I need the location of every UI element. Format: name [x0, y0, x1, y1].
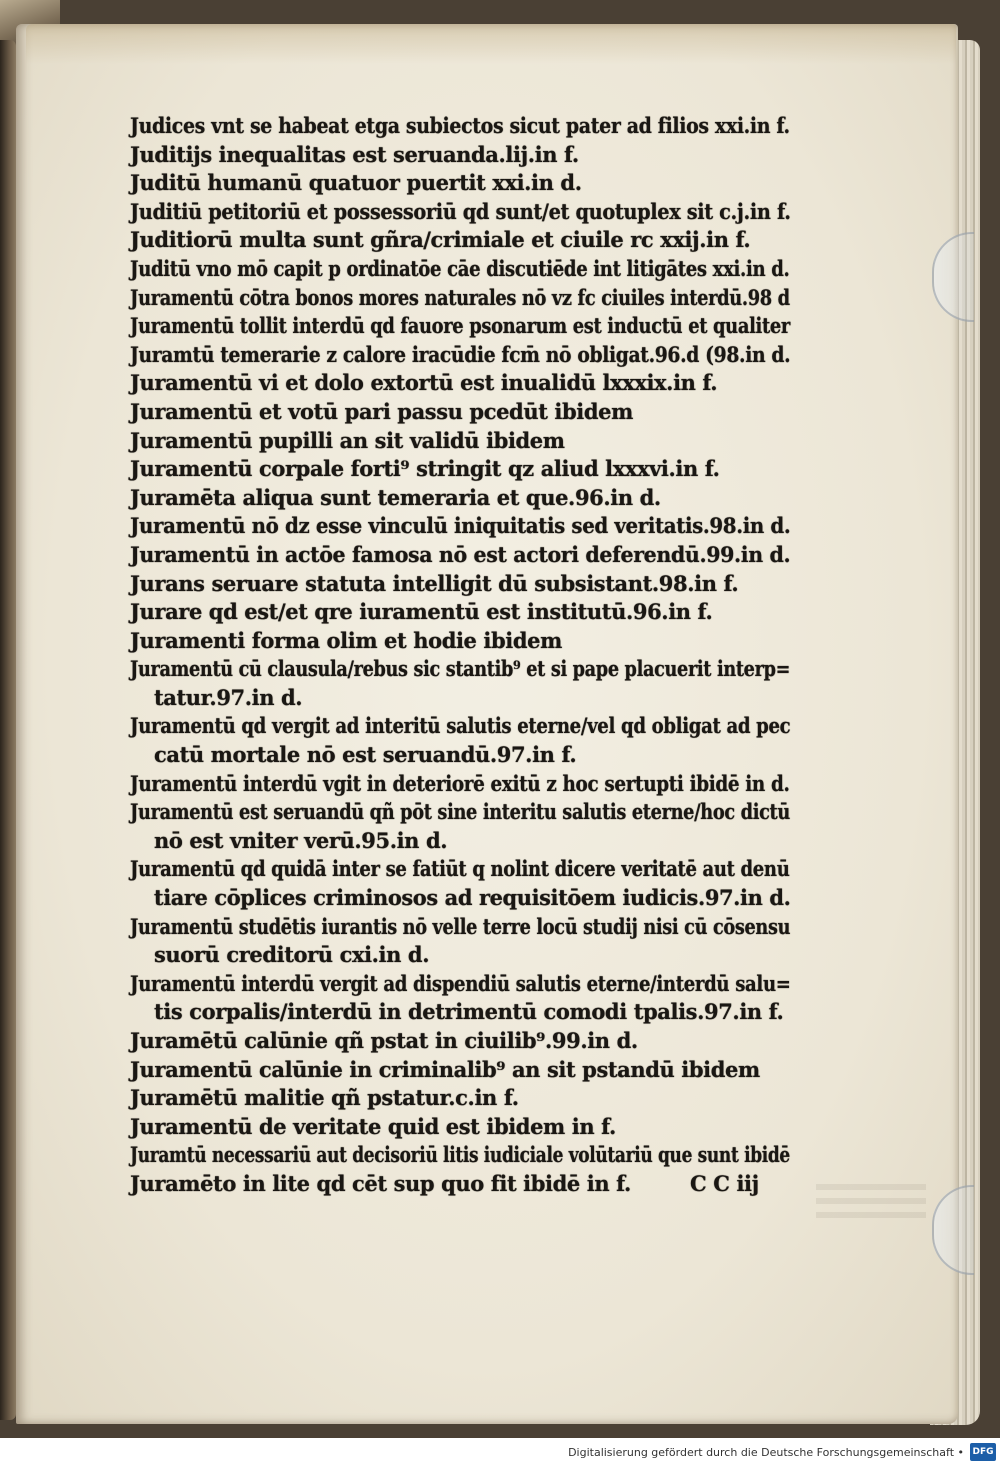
text-line-continuation: catū mortale nō est seruandū.97.in f. [154, 742, 577, 768]
text-line: Juditū vno mō capit p ordinatōe cāe discutiēde int litigātes xxi.in d. [130, 255, 790, 281]
text-line: Juramentū interdū vgit in deteriorē exitū z hoc sertupti ibidē in d. [130, 770, 790, 796]
text-line: Juramentū est seruandū qñ pōt sine interitu salutis eterne/hoc dictū [130, 799, 790, 825]
text-line: Juramentū vi et dolo extortū est inualidū lxxxix.in f. [130, 370, 718, 396]
text-line-continuation: tiare cōplices criminosos ad requisitōem iudicis.97.in d. [153, 885, 791, 911]
text-line: Jurare qd est/et qre iuramentū est institutū.96.in f. [130, 599, 713, 625]
index-text-block [130, 112, 790, 1199]
text-line: Juramenti forma olim et hodie ibidem [130, 627, 562, 653]
text-line: Juramentū et votū pari passu pcedūt ibidem [130, 398, 633, 424]
text-line: Juramentū interdū vergit ad dispendiū salutis eterne/interdū salu= [130, 970, 791, 996]
text-line-continuation: nō est vniter verū.95.in d. [154, 827, 448, 853]
text-line: Juramentū corpale forti⁹ stringit qz aliud lxxxvi.in f. [130, 456, 720, 482]
text-line: Juditū humanū quatuor puertit xxi.in d. [130, 170, 582, 196]
text-line: Juramentū calūnie in criminalib⁹ an sit pstandū ibidem [130, 1056, 760, 1082]
funding-credit: Digitalisierung gefördert durch die Deutsche Forschungsgemeinschaft • [568, 1446, 964, 1459]
text-line: Juramēta aliqua sunt temeraria et que.96.in d. [130, 484, 661, 510]
text-line: Juramtū temerarie z calore iracūdie fcm̄ nō obligat.96.d (98.in d. [130, 341, 791, 367]
text-line: Jurans seruare statuta intelligit dū subsistant.98.in f. [130, 570, 739, 596]
text-line: Juramentū nō dz esse vinculū iniquitatis sed veritatis.98.in d. [130, 513, 791, 539]
ink-show-through [816, 1184, 926, 1224]
text-line: Juramentū cū clausula/rebus sic stantib⁹ et si pape placuerit interp= [130, 656, 791, 682]
text-line: Juramētū malitie qñ pstatur.c.in f. [130, 1085, 519, 1111]
text-line-continuation: suorū creditorū cxi.in d. [154, 942, 430, 968]
text-line: Juramentū de veritate quid est ibidem in f. [130, 1113, 616, 1139]
text-line: Juramentū cōtra bonos mores naturales nō vz fc ciuiles interdū.98 d [130, 284, 790, 310]
dfg-logo: DFG [970, 1443, 996, 1461]
text-line-continuation: tatur.97.in d. [154, 684, 303, 710]
text-line [130, 1170, 790, 1199]
text-line: Juramentū in actōe famosa nō est actori deferendū.99.in d. [130, 541, 791, 567]
text-line: Juramentū qd quidā inter se fatiūt q nolint dicere veritatē aut denū [130, 856, 790, 882]
page-stain [26, 24, 956, 64]
spine-edge [0, 40, 16, 1420]
text-line: Juditiū petitoriū et possessoriū qd sunt/et quotuplex sit c.j.in f. [130, 198, 791, 224]
digitization-footer [0, 1438, 1000, 1470]
text-line: Juditijs inequalitas est seruanda.lij.in f. [130, 141, 579, 167]
last-entry-text: Juramēto in lite qd cēt sup quo fit ibidē in f. [130, 1170, 631, 1196]
text-line: Juramentū qd vergit ad interitū salutis eterne/vel qd obligat ad pec [130, 713, 791, 739]
text-line: Juramentū studētis iurantis nō velle terre locū studij nisi cū cōsensu [130, 913, 791, 939]
text-line: Juramentū tollit interdū qd fauore psonarum est inductū et qualiter [130, 313, 790, 339]
text-line: Juramētū calūnie qñ pstat in ciuilib⁹.99.in d. [130, 1028, 638, 1053]
text-line: Juditiorū multa sunt gñra/crimiale et ciuile rc xxij.in f. [130, 227, 751, 253]
text-line: Juramentū pupilli an sit validū ibidem [130, 427, 565, 453]
signature-mark: C C iij [690, 1170, 759, 1196]
text-line-continuation: tis corpalis/interdū in detrimentū comodi tpalis.97.in f. [154, 999, 784, 1025]
text-line: Juramtū necessariū aut decisoriū litis iudiciale volūtariū que sunt ibidē [130, 1142, 790, 1168]
text-line: Judices vnt se habeat etga subiectos sicut pater ad filios xxi.in f. [130, 113, 790, 138]
